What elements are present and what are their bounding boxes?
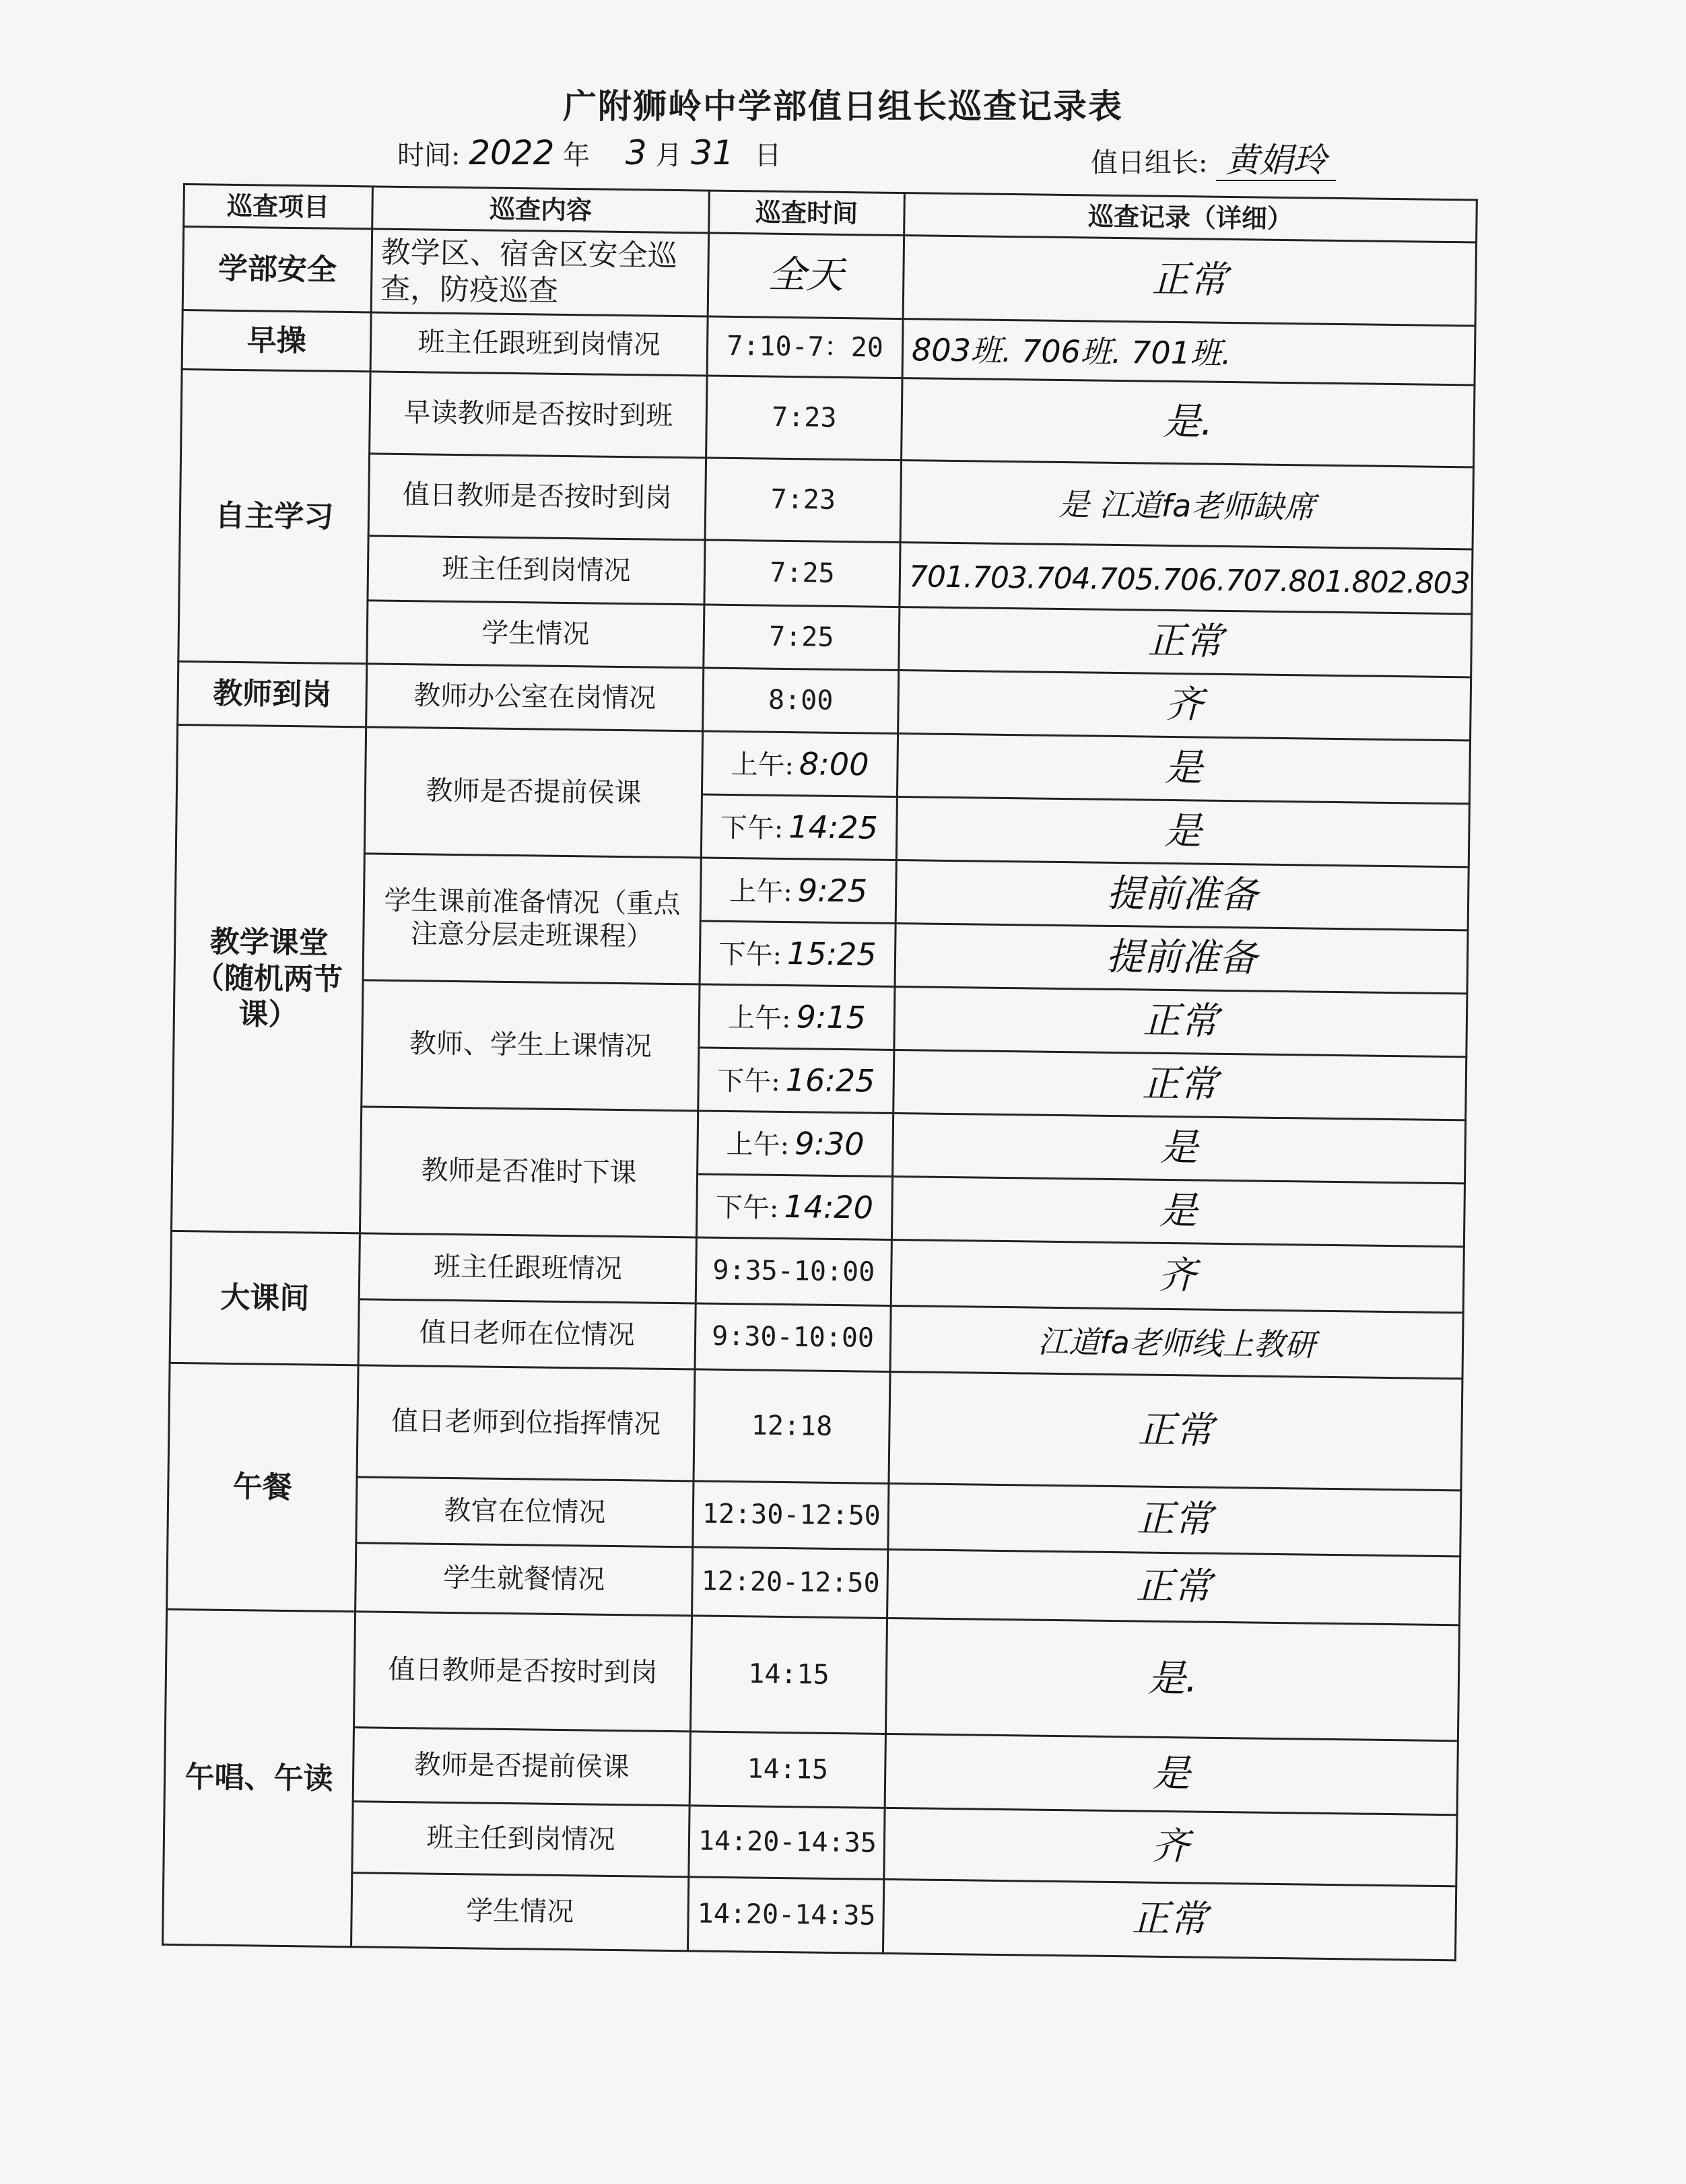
content-cell: 教师办公室在岗情况 [366,664,704,731]
am-label: 上午: [727,1002,791,1035]
time-cell: 7:23 [706,376,902,460]
content-cell: 教师、学生上课情况 [362,980,700,1111]
category-cell: 教学课堂（随机两节课） [171,724,366,1233]
date-line [397,133,781,172]
handwritten-time: 9:15 [796,998,867,1036]
content-cell: 班主任到岗情况 [368,536,705,605]
handwritten-record: 是 [1164,746,1203,790]
record-cell [896,860,1469,930]
handwritten-record: 正常 [1136,1497,1213,1542]
content-cell: 学生课前准备情况（重点注意分层走班课程） [363,854,701,984]
content-cell: 学生情况 [351,1873,689,1951]
date-label: 时间: [397,140,461,171]
time-cell: 14:15 [690,1616,887,1734]
handwritten-record: 正常 [1137,1408,1214,1454]
leader-line [1091,133,1336,182]
content-cell: 班主任跟班到岗情况 [370,312,708,376]
record-cell [883,1879,1456,1960]
record-cell [891,1176,1464,1246]
handwritten-record: 齐 [1151,1824,1190,1869]
handwritten-record: 正常 [1151,257,1228,303]
time-cell: 14:20-14:35 [689,1806,885,1880]
handwritten-time: 14:20 [784,1188,874,1227]
table-row [180,451,1473,549]
handwritten-time: 全天 [768,252,844,298]
content-cell: 学生情况 [367,601,704,668]
time-cell [702,731,898,797]
content-cell: 班主任跟班情况 [359,1233,696,1303]
handwritten-record: 提前准备 [1106,935,1257,981]
year-label: 年 [563,140,591,171]
time-cell: 12:18 [694,1369,890,1484]
time-cell: 9:35-10:00 [696,1237,891,1306]
handwritten-record: 是 [1152,1752,1191,1796]
handwritten-record: 提前准备 [1106,872,1258,918]
handwritten-record: 齐 [1165,683,1204,727]
table-row [168,1363,1462,1490]
pm-label: 下午: [718,939,782,971]
time-cell: 7:23 [705,458,901,543]
handwritten-record: 正常 [1141,1062,1218,1107]
record-cell [899,607,1472,677]
content-cell: 教官在位情况 [356,1477,694,1547]
handwritten-time: 8:00 [799,745,869,783]
handwritten-time: 9:30 [794,1125,865,1163]
record-cell [903,236,1476,326]
category-cell: 教师到岗 [178,661,367,726]
category-cell: 午唱、午读 [163,1609,356,1946]
handwritten-time: 16:25 [785,1062,875,1100]
header-time: 巡查时间 [709,191,905,236]
content-cell: 教师是否提前侯课 [353,1728,690,1806]
time-cell: 8:00 [703,668,899,734]
header-content: 巡查内容 [372,186,710,233]
handwritten-record: 正常 [1147,619,1223,664]
time-cell [708,233,904,319]
handwritten-record: 江道fa老师线上教研 [1038,1323,1316,1364]
content-cell: 学生就餐情况 [356,1543,693,1616]
header-record: 巡查记录（详细） [904,193,1477,242]
record-cell [891,1239,1464,1312]
handwritten-record: 正常 [1131,1897,1208,1942]
category-cell: 午餐 [167,1363,358,1611]
time-cell: 9:30-10:00 [695,1303,891,1372]
handwritten-time: 14:25 [788,809,879,847]
record-cell [893,1050,1466,1120]
time-cell: 12:20-12:50 [692,1547,888,1618]
leader-signature: 黄娟玲 [1216,141,1336,181]
record-cell [885,1734,1458,1814]
am-label: 上午: [731,749,795,782]
category-cell: 自主学习 [178,369,370,663]
content-cell: 教师是否准时下课 [360,1107,698,1237]
handwritten-record: 是 [1164,809,1203,854]
table-row [182,227,1476,326]
month-label: 月 [655,140,683,171]
leader-label: 值日组长: [1091,147,1208,178]
handwritten-record: 正常 [1143,998,1219,1044]
handwritten-time: 15:25 [786,935,877,974]
record-cell [894,987,1467,1057]
handwritten-record: 是 [1159,1126,1199,1170]
time-cell [701,794,897,860]
pm-label: 下午: [720,813,784,845]
date-month: 3 [625,133,647,172]
content-cell: 教学区、宿舍区安全巡查，防疫巡查 [371,229,708,316]
record-cell [897,734,1470,804]
time-cell [698,1048,894,1114]
handwritten-record: 是. [1147,1657,1198,1701]
table-row [163,1870,1456,1960]
record-cell [900,543,1473,614]
record-cell [885,1618,1459,1740]
time-cell: 7:10-7：20 [707,316,903,378]
content-cell: 教师是否提前侯课 [364,727,702,858]
pm-label: 下午: [716,1066,780,1098]
record-cell [893,1113,1466,1183]
handwritten-record: 803班. 706班. 701班. [911,331,1232,372]
handwritten-record: 是 江道fa老师缺席 [1058,486,1316,526]
time-cell [699,984,895,1050]
category-cell: 早操 [182,310,371,372]
handwritten-record: 是 [1159,1189,1198,1233]
handwritten-time: 9:25 [797,872,868,910]
record-cell [902,319,1475,385]
content-cell: 值日老师在位情况 [358,1299,696,1369]
record-cell [902,378,1475,467]
time-cell [700,921,896,987]
record-cell [889,1371,1462,1490]
am-label: 上午: [726,1129,790,1161]
am-label: 上午: [729,876,793,908]
record-cell [884,1808,1457,1886]
date-year: 2022 [469,133,555,172]
pm-label: 下午: [715,1192,779,1225]
time-cell [698,1111,893,1177]
time-cell [700,858,896,924]
date-day: 31 [691,133,734,172]
time-cell: 7:25 [704,605,900,671]
time-cell: 14:15 [689,1732,885,1808]
time-cell [696,1174,892,1240]
content-cell: 班主任到岗情况 [352,1802,689,1877]
content-cell: 值日教师是否按时到岗 [353,1612,692,1732]
inspection-table [162,183,1478,1961]
header-item: 巡查项目 [184,184,373,229]
time-cell: 7:25 [704,540,900,607]
record-cell [887,1549,1460,1625]
time-cell: 12:30-12:50 [693,1481,889,1550]
handwritten-record: 是. [1162,400,1213,445]
handwritten-record: 正常 [1135,1564,1212,1610]
record-cell [896,797,1469,867]
content-cell: 值日教师是否按时到岗 [368,454,706,540]
day-label: 日 [754,140,782,171]
sheet-title: 广附狮岭中学部值日组长巡查记录表 [563,86,1123,126]
record-cell [895,924,1468,994]
content-cell: 早读教师是否按时到班 [370,372,707,458]
handwritten-record: 齐 [1158,1254,1197,1298]
time-cell: 14:20-14:35 [687,1877,883,1954]
record-cell [890,1305,1463,1378]
category-cell: 大课间 [170,1231,360,1365]
category-cell: 学部安全 [182,227,372,312]
table-row [181,369,1475,467]
table-row [166,1609,1460,1740]
record-cell [898,671,1471,741]
record-cell [888,1483,1461,1556]
record-cell [900,460,1473,549]
handwritten-record: 701.703.704.705.706.707.801.802.803 [908,559,1470,601]
content-cell: 值日老师到位指挥情况 [357,1365,695,1481]
